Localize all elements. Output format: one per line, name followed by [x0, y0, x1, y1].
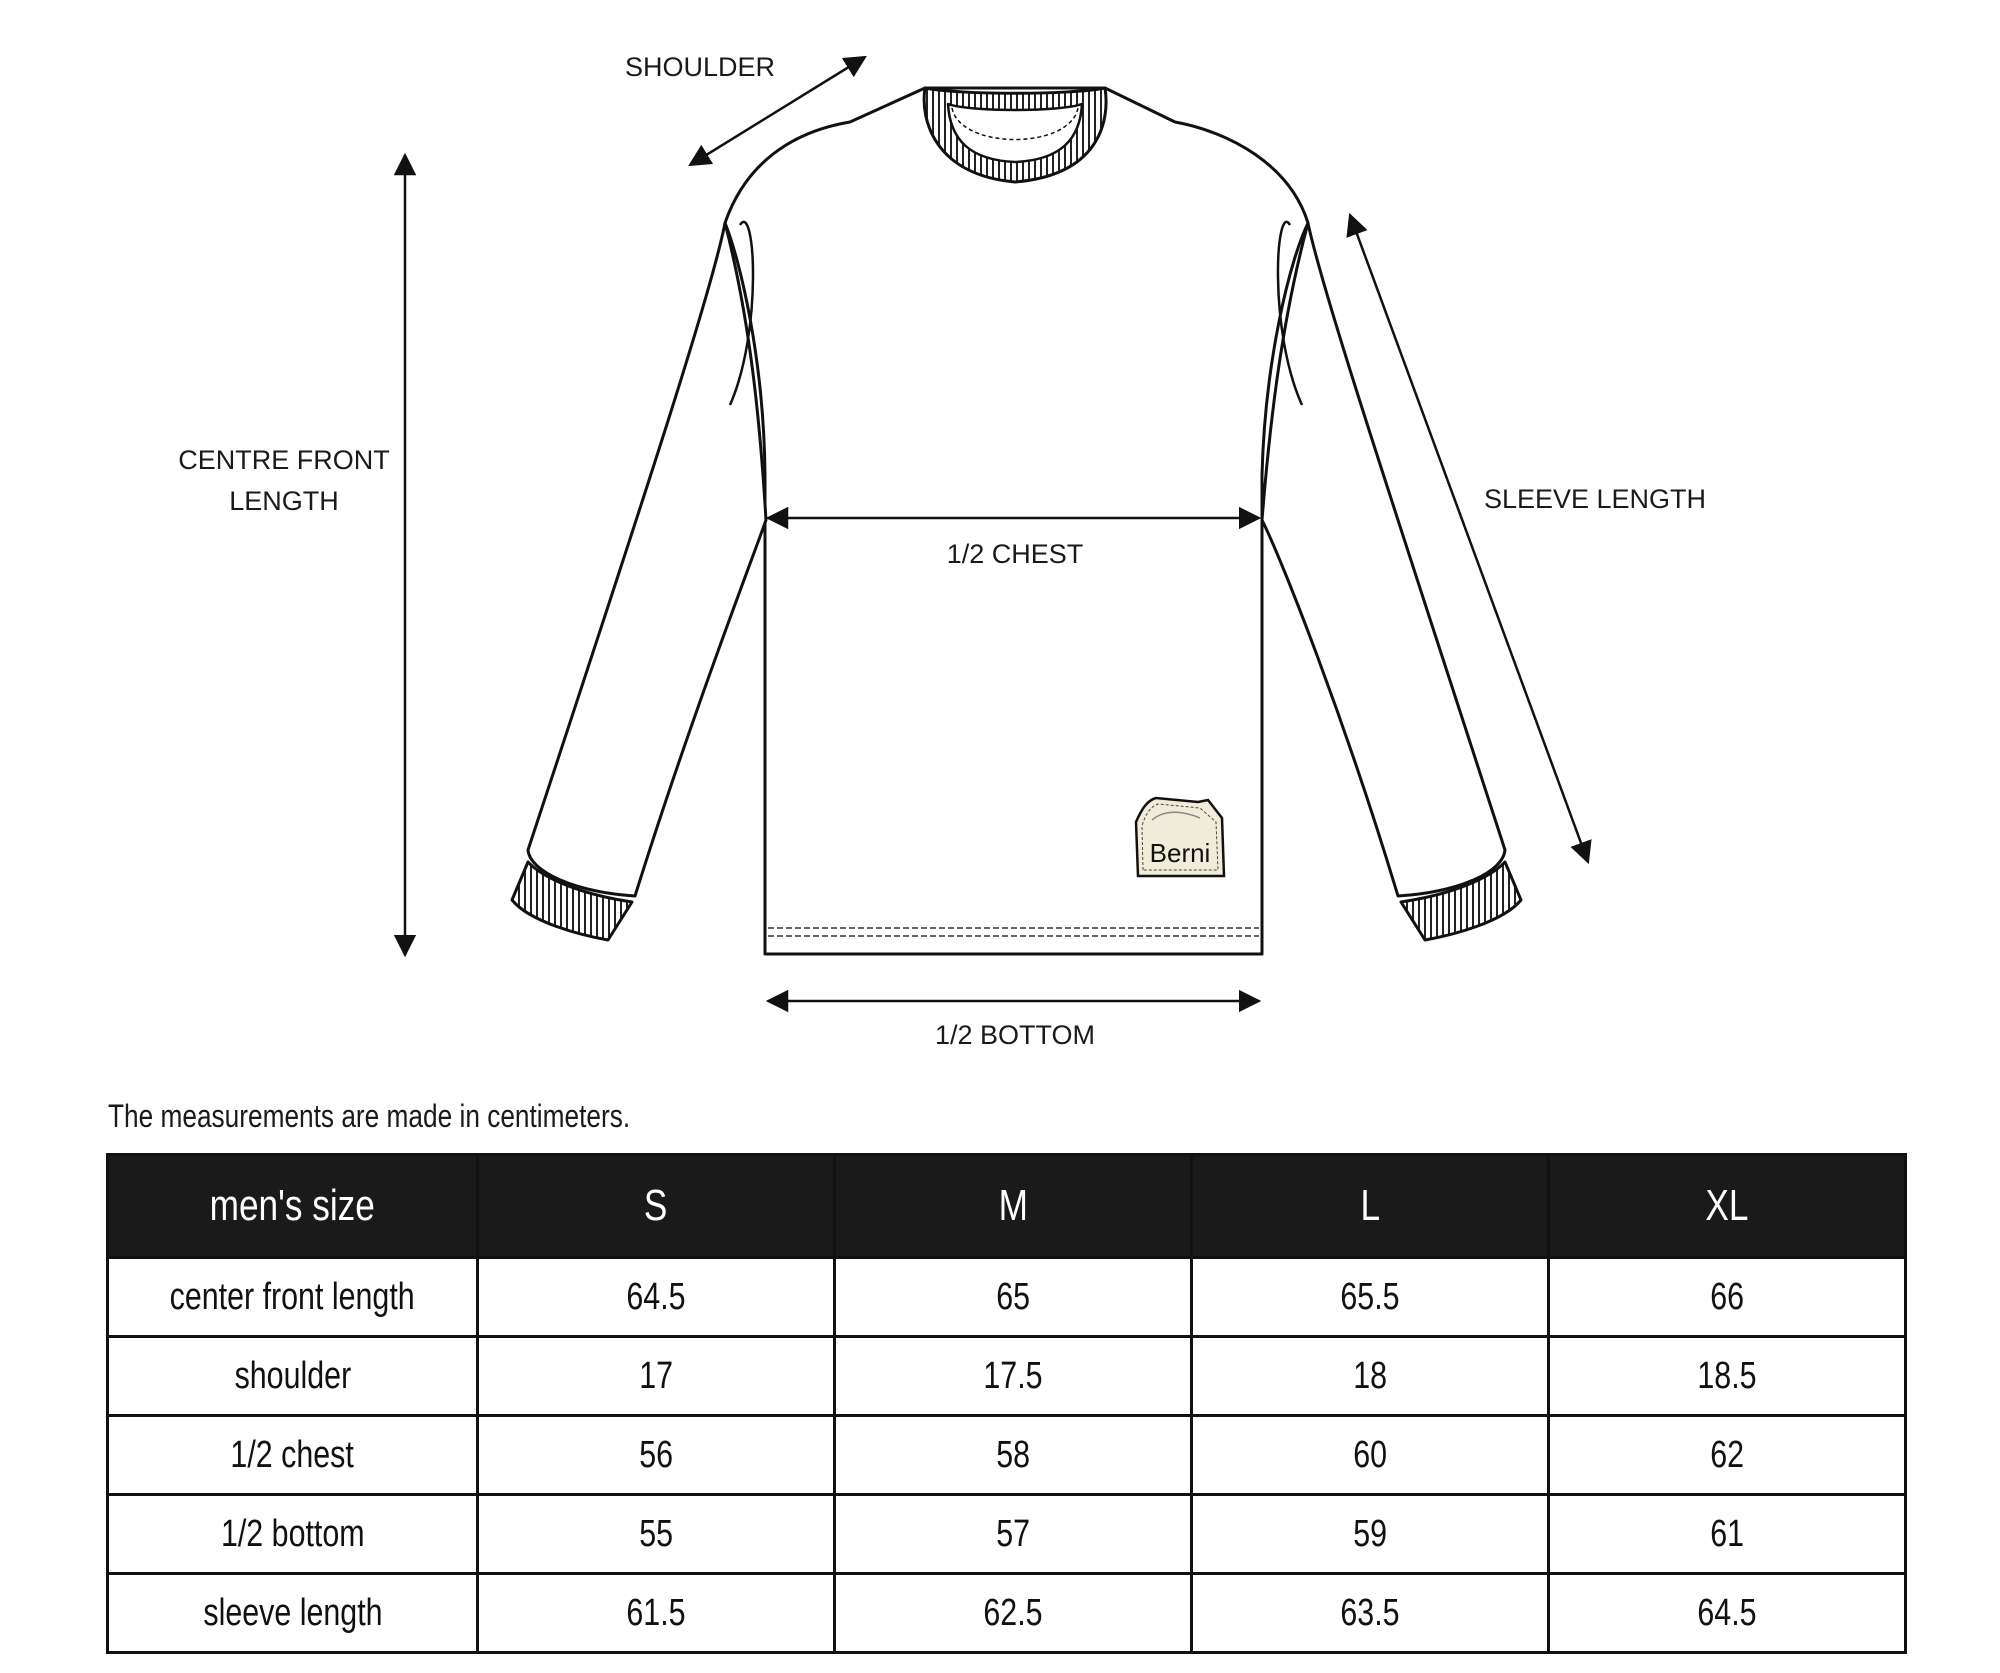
row-label: 1/2 chest	[108, 1416, 478, 1495]
table-row	[108, 1337, 1906, 1416]
measurement-note: The measurements are made in centimeters.	[108, 1098, 631, 1134]
table-cell: 60	[1192, 1416, 1549, 1495]
sleeve-length-label: SLEEVE LENGTH	[1483, 484, 1707, 514]
table-cell: 65.5	[1192, 1258, 1549, 1337]
header-size-l: L	[1192, 1155, 1549, 1258]
half-bottom-label: 1/2 BOTTOM	[934, 1020, 1096, 1050]
table-cell: 66	[1549, 1258, 1906, 1337]
table-cell: 18.5	[1549, 1337, 1906, 1416]
table-cell: 57	[835, 1495, 1192, 1574]
table-cell: 62	[1549, 1416, 1906, 1495]
table-row	[108, 1574, 1906, 1653]
table-cell: 17.5	[835, 1337, 1192, 1416]
table-cell: 65	[835, 1258, 1192, 1337]
header-size-xl: XL	[1549, 1155, 1906, 1258]
table-cell: 63.5	[1192, 1574, 1549, 1653]
sweatshirt-outline	[512, 88, 1521, 954]
table-cell: 61	[1549, 1495, 1906, 1574]
table-row	[108, 1416, 1906, 1495]
patch-brand-text: Berni	[1149, 838, 1211, 868]
shoulder-label: SHOULDER	[624, 52, 776, 82]
table-cell: 18	[1192, 1337, 1549, 1416]
header-size-s: S	[478, 1155, 835, 1258]
header-size-m: M	[835, 1155, 1192, 1258]
left-sleeve	[528, 223, 766, 896]
half-chest-label: 1/2 CHEST	[946, 539, 1084, 569]
table-cell: 61.5	[478, 1574, 835, 1653]
table-cell: 64.5	[1549, 1574, 1906, 1653]
table-header-row	[108, 1155, 1906, 1258]
right-sleeve	[1262, 223, 1505, 896]
table-row	[108, 1258, 1906, 1337]
header-label-cell: men's size	[108, 1155, 478, 1258]
row-label: 1/2 bottom	[108, 1495, 478, 1574]
brand-patch	[1136, 798, 1224, 876]
centre-front-length-label-line2: LENGTH	[229, 486, 339, 516]
row-label: shoulder	[108, 1337, 478, 1416]
size-table	[106, 1153, 1907, 1654]
table-cell: 56	[478, 1416, 835, 1495]
table-row	[108, 1495, 1906, 1574]
row-label: center front length	[108, 1258, 478, 1337]
table-cell: 58	[835, 1416, 1192, 1495]
table-cell: 62.5	[835, 1574, 1192, 1653]
centre-front-length-label-line1: CENTRE FRONT	[178, 445, 390, 475]
table-cell: 64.5	[478, 1258, 835, 1337]
table-cell: 17	[478, 1337, 835, 1416]
table-cell: 59	[1192, 1495, 1549, 1574]
row-label: sleeve length	[108, 1574, 478, 1653]
table-cell: 55	[478, 1495, 835, 1574]
